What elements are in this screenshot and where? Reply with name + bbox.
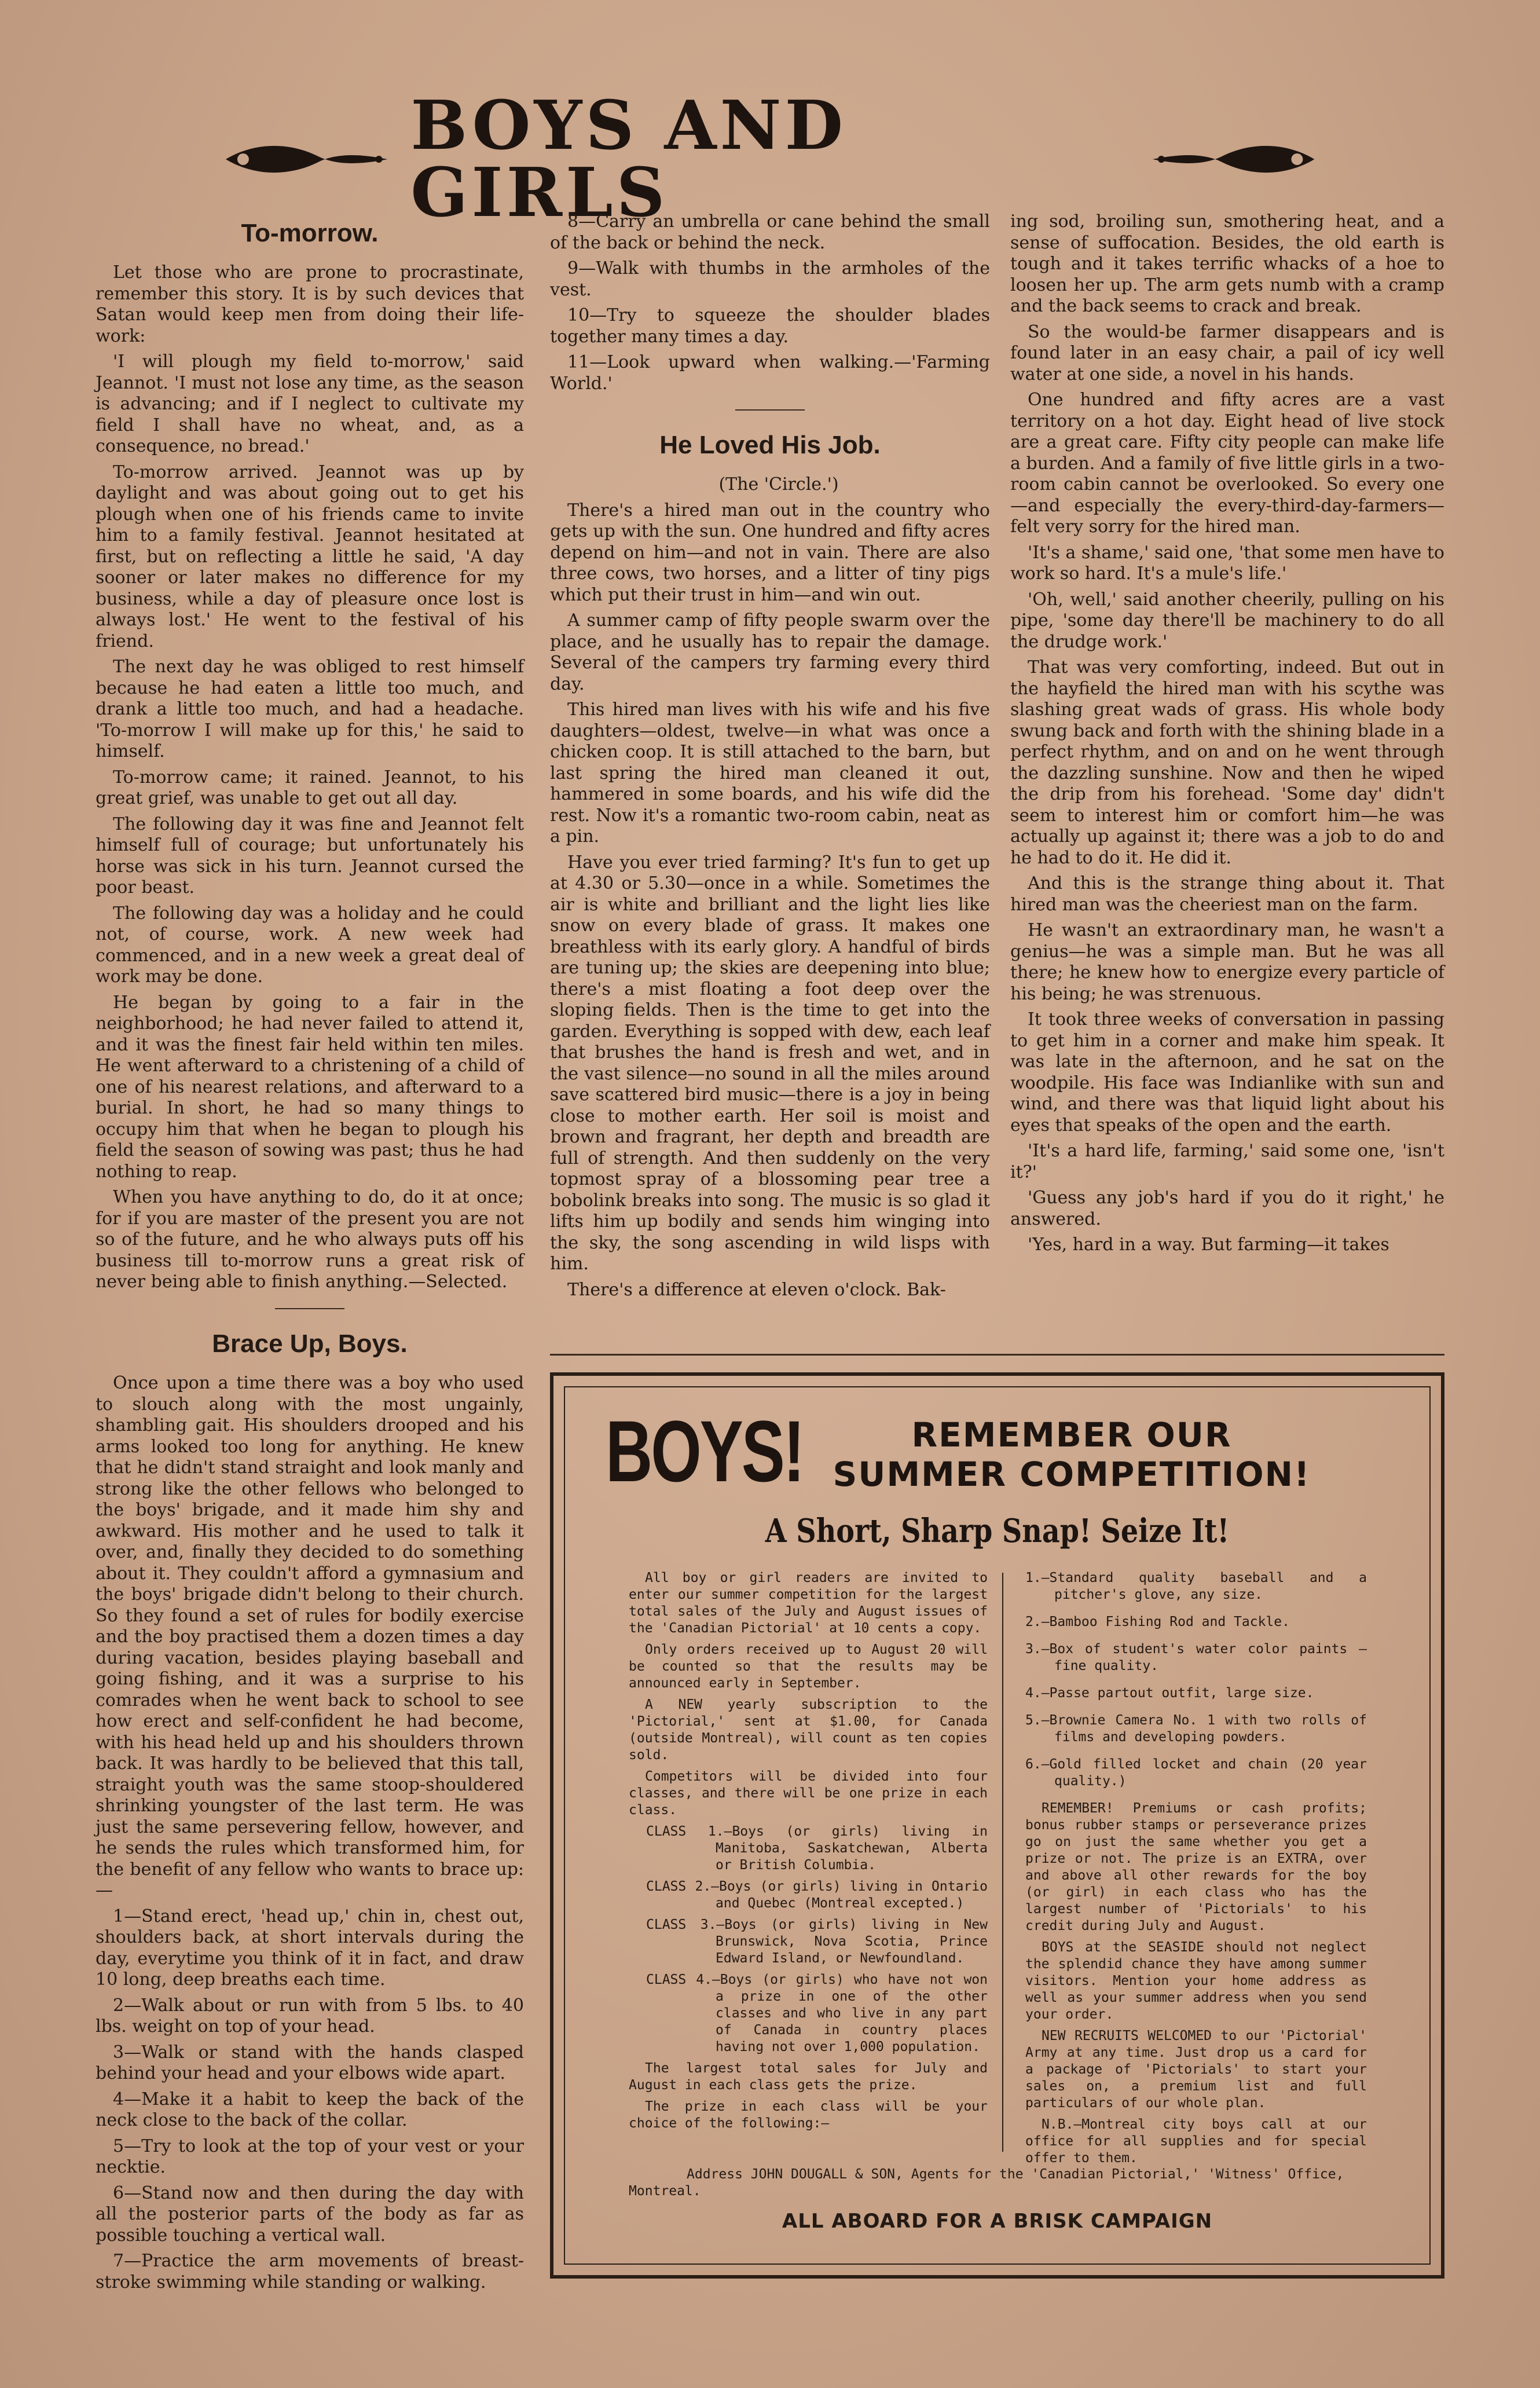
paragraph: 'Guess any job's hard if you do it right,' he answered.: [1010, 1188, 1444, 1229]
prize-item: 2.—Bamboo Fishing Rod and Tackle.: [1025, 1614, 1290, 1629]
paragraph: A summer camp of fifty people swarm over the place, and he usually has to repair the damage. Several of the campers try farming every third day.: [550, 610, 990, 694]
rule-item: 11—Look upward when walking.—'Farming World.': [550, 352, 990, 394]
rule-item: 3—Walk or stand with the hands clasped behind your head and your elbows wide apart.: [96, 2042, 524, 2084]
paragraph: 'Yes, hard in a way. But farming—it takes: [1028, 1235, 1389, 1255]
prize-item: 1.—Standard quality baseball and a pitcher's glove, any size.: [1025, 1570, 1367, 1602]
column-left: [96, 211, 524, 2298]
remember-line-2: SUMMER COMPETITION!: [833, 1455, 1311, 1494]
paragraph: ing sod, broiling sun, smothering heat, and a sense of suffocation. Besides, the old earth is tough and it takes terrific whacks of a hoe to loosen her up. The arm gets numb with a cramp and the back seems to crack and break.: [1010, 211, 1444, 316]
rule-item: 2—Walk about or run with from 5 lbs. to 40 lbs. weight on top of your head.: [96, 1995, 524, 2037]
paragraph: When you have anything to do, do it at once; for if you are master of the present you are not so of the future, and he who always puts off his business till to-morrow runs a great risk of never being able to finish anything.—Selected.: [96, 1187, 524, 1292]
paragraph: That was very comforting, indeed. But out in the hayfield the hired man with his scythe was slashing great wads of grass. His whole body swung back and forth with the shining blade in a perfect rhythm, and on and on he went through the dazzling sunshine. Now and then he wiped the drip from his forehead. 'Some day' didn't seem to interest him or comfort him—he was actually up against it; there was a job to do and he had to do it. He did it.: [1010, 657, 1444, 868]
left-flourish-ornament: [220, 139, 393, 180]
paragraph: He began by going to a fair in the neighborhood; he had never failed to attend it, and it was the finest fair held within ten miles. He went afterward to a christening of a child of one of his nearest relations, and afterward to a burial. In short, he had so many things to occupy him that when he began to plough his field the season of sowing was past; thus he had nothing to reap.: [96, 992, 524, 1182]
competition-paragraph: The largest total sales for July and August in each class gets the prize.: [629, 2061, 988, 2093]
paragraph: This hired man lives with his wife and his five daughters—oldest, twelve—in what was once a chicken coop. It is still attached to the barn, but last spring the hired man cleaned it out, hammered in some boards, and his wife did the rest. Now it's a romantic two-room cabin, neat as a pin.: [550, 699, 990, 847]
paragraph: One hundred and fifty acres are a vast territory on a hot day. Eight head of live stock are a great care. Fifty city people can make life a burden. And a family of five little girls in a two-room cabin cannot be overlooked. So every one—and especially the every-third-day-farmers—felt very sorry for the hired man.: [1010, 390, 1444, 537]
masthead-title: BOYS AND GIRLS: [410, 86, 847, 232]
paragraph: Have you ever tried farming? It's fun to get up at 4.30 or 5.30—once in a while. Sometimes the air is white and brilliant and the light lies like snow on every blade of grass. It makes one breathless with its early glory. A handful of birds are tuning up; the skies are deepening into blue; there's a mist floating a foot deep over the sloping fields. Then is the time to get into the garden. Everything is sopped with dew, each leaf that brushes the hand is fresh and wet, and in the vast silence—no sound in all the miles around save scattered bird music—there is a joy in being close to mother earth. Her soil is moist and brown and fragrant, her depth and breadth are full of strength. And then suddenly on the very topmost spray of a blossoming pear tree a bobolink breaks into song. The music is so glad it lifts him up bodily and sends him winging into the sky, the song ascending in wild lisps with him.: [550, 852, 990, 1274]
remember-line-1: REMEMBER OUR: [911, 1415, 1232, 1455]
rule-item: 6—Stand now and then during the day with all the posterior parts of the body as far as possible touching a vertical wall.: [96, 2182, 524, 2246]
rule-item: 1—Stand erect, 'head up,' chin in, chest out, shoulders back, at short intervals during the day, everytime you think of it in fact, and draw 10 long, deep breaths each time.: [96, 1906, 524, 1990]
paragraph: So the would-be farmer disappears and is found later in an easy chair, a pail of icy well water at one side, a novel in his hands.: [1010, 321, 1444, 384]
prize-item: 5.—Brownie Camera No. 1 with two rolls of films and developing powders.: [1025, 1713, 1367, 1745]
competition-paragraph: The prize in each class will be your choice of the following:—: [629, 2099, 988, 2131]
competition-slogan: ALL ABOARD FOR A BRISK CAMPAIGN: [782, 2210, 1213, 2233]
rule-item: 9—Walk with thumbs in the armholes of the vest.: [550, 258, 990, 300]
competition-rules-column: [629, 1570, 988, 2137]
paragraph: There's a difference at eleven o'clock. Bak-: [567, 1279, 946, 1300]
paragraph: Let those who are prone to procrastinate, remember this story. It is by such devices that Satan would keep men from doing their life-work:: [96, 262, 524, 346]
competition-class: CLASS 4.—Boys (or girls) who have not won a prize in one of the other classes and who live in any part of Canada in country places having not over 1,000 population.: [646, 1972, 988, 2054]
paragraph: It took three weeks of conversation in passing to get him in a corner and make him speak. It was late in the afternoon, and he sat on the woodpile. His face was Indianlike with sun and wind, and there was that liquid light about his eyes that speaks of the open and the earth.: [1010, 1009, 1444, 1136]
paragraph: The following day it was fine and Jeannot felt himself full of courage; but unfortunately his horse was sick in his turn. Jeannot cursed the poor beast.: [96, 814, 524, 898]
paragraph: 'I will plough my field to-morrow,' said Jeannot. 'I must not lose any time, as the season is advancing; and if I neglect to cultivate my field I shall have no wheat, and, as a consequence, no bread.': [96, 351, 524, 457]
right-flourish-ornament: [1147, 139, 1320, 180]
section-divider: [735, 409, 805, 411]
article-byline: (The 'Circle.'): [718, 474, 839, 495]
paragraph: He wasn't an extraordinary man, he wasn't a genius—he was a simple man. But he was all there; he knew how to energize every particle of his being; he was strenuous.: [1010, 920, 1444, 1004]
paragraph: The next day he was obliged to rest himself because he had eaten a little too much, and drank a little too much, and had a headache. 'To-morrow I will make up for this,' he said to himself.: [96, 657, 524, 762]
competition-column-divider: [1002, 1573, 1003, 2152]
prize-item: 4.—Passe partout outfit, large size.: [1025, 1686, 1314, 1701]
paragraph: To-morrow came; it rained. Jeannot, to his great grief, was unable to get out all day.: [96, 767, 524, 809]
prize-item: 6.—Gold filled locket and chain (20 year quality.): [1025, 1757, 1367, 1789]
competition-paragraph: NEW RECRUITS WELCOMED to our 'Pictorial' Army at any time. Just drop us a card for a package of 'Pictorials' to start your sales on, a premium list and full particulars of our whole plan.: [1025, 2028, 1367, 2111]
competition-paragraph: N.B.—Montreal city boys call at our office for all supplies and for special offer to them.: [1025, 2117, 1367, 2166]
boys-headline: BOYS!: [606, 1402, 804, 1500]
competition-address: Address JOHN DOUGALL & SON, Agents for the 'Canadian Pictorial,' 'Witness' Office, Montreal.: [629, 2167, 1344, 2199]
paragraph: 'It's a shame,' said one, 'that some men have to work so hard. It's a mule's life.': [1010, 542, 1444, 584]
paragraph: And this is the strange thing about it. That hired man was the cheeriest man on the farm.: [1010, 873, 1444, 915]
competition-prizes-column: [1025, 1570, 1367, 2171]
competition-paragraph: A NEW yearly subscription to the 'Pictorial,' sent at $1.00, for Canada (outside Montreal), will count as ten copies sold.: [629, 1697, 988, 1763]
paragraph: The following day was a holiday and he could not, of course, work. A new week had commenced, and in a new week a great deal of work may be done.: [96, 903, 524, 987]
column-middle: [550, 211, 990, 1305]
competition-paragraph: REMEMBER! Premiums or cash profits; bonus rubber stamps or perseverance prizes go on just the same whether you get a prize or not. The prize is an EXTRA, over and above all other rewards for the boy (or girl) in each class who has the largest number of 'Pictorials' to his credit during July and August.: [1025, 1801, 1367, 1933]
column-right: [1010, 211, 1444, 1261]
rule-item: 8—Carry an umbrella or cane behind the small of the back or behind the neck.: [550, 211, 990, 253]
paragraph: 'Oh, well,' said another cheerily, pulling on his pipe, 'some day there'll be machinery to do all the drudge work.': [1010, 589, 1444, 652]
competition-paragraph: BOYS at the SEASIDE should not neglect the splendid chance they have among summer visitors. Mention your home address as well as your summer address when you send your order.: [1025, 1940, 1367, 2022]
competition-tagline: A Short, Sharp Snap! Seize It!: [765, 1512, 1230, 1550]
paragraph: Once upon a time there was a boy who used to slouch along with the most ungainly, shambling gait. His shoulders drooped and his arms looked too long for anything. He knew that he didn't stand straight and look manly and strong like the other fellows who belonged to the boys' brigade, and it made him shy and awkward. His mother and he used to talk it over, and, finally they decided to do something about it. They couldn't afford a gymnasium and the boys' brigade didn't belong to their church. So they found a set of rules for bodily exercise and the boy practised them a dozen times a day during vacation, besides playing baseball and going fishing, and it was a surprise to his comrades when he went back to school to see how erect and self-confident he had become, with his head held up and his shoulders thrown back. It was hardly to be believed that this tall, straight youth was the same stoop-shouldered shrinking youngster of the last term. He was just the same persevering fellow, however, and he sends the rules which transformed him, for the benefit of any fellow who wants to brace up:—: [96, 1373, 524, 1901]
remember-headline: [768, 1415, 1376, 1494]
competition-class: CLASS 1.—Boys (or girls) living in Manitoba, Saskatchewan, Alberta or British Columbia.: [646, 1824, 988, 1873]
prize-item: 3.—Box of student's water color paints —fine quality.: [1025, 1642, 1367, 1673]
paragraph: To-morrow arrived. Jeannot was up by daylight and was about going out to get his plough when one of his friends came to invite him to a family festival. Jeannot hesitated at first, but on reflecting a little he said, 'A day sooner or later makes no difference for my business, while a day of pleasure once lost is always lost.' He went to the festival of his friend.: [96, 462, 524, 651]
brace-body: [96, 1373, 524, 2293]
rule-item: 4—Make it a habit to keep the back of the neck close to the back of the collar.: [96, 2089, 524, 2131]
paragraph: There's a hired man out in the country who gets up with the sun. One hundred and fifty acres depend on him—and not in vain. There are also three cows, two horses, and a litter of tiny pigs which put their trust in him—and win out.: [550, 500, 990, 605]
competition-class: CLASS 2.—Boys (or girls) living in Ontario and Quebec (Montreal excepted.): [646, 1879, 988, 1911]
competition-paragraph: Only orders received up to August 20 will be counted so that the results may be announced early in September.: [629, 1642, 988, 1691]
article-title-brace-up: Brace Up, Boys.: [212, 1329, 408, 1358]
rule-item: 7—Practice the arm movements of breast-stroke swimming while standing or walking.: [96, 2251, 524, 2292]
box-top-rule: [550, 1354, 1444, 1356]
competition-ad-box: [550, 1372, 1444, 2279]
paragraph: 'It's a hard life, farming,' said some one, 'isn't it?': [1010, 1141, 1444, 1182]
section-divider: [275, 1308, 344, 1309]
tomorrow-body: [96, 262, 524, 1293]
rule-item: 5—Try to look at the top of your vest or your necktie.: [96, 2136, 524, 2178]
article-title-loved-job: He Loved His Job.: [659, 431, 881, 459]
competition-paragraph: Competitors will be divided into four classes, and there will be one prize in each class.: [629, 1769, 988, 1818]
competition-class: CLASS 3.—Boys (or girls) living in New Brunswick, Nova Scotia, Prince Edward Island, or Newfoundland.: [646, 1917, 988, 1966]
article-title-tomorrow: To-morrow.: [241, 219, 379, 247]
rule-item: 10—Try to squeeze the shoulder blades together many times a day.: [550, 305, 990, 347]
competition-paragraph: All boy or girl readers are invited to enter our summer competition for the largest total sales of the July and August issues of the 'Canadian Pictorial' at 10 cents a copy.: [629, 1570, 988, 1636]
